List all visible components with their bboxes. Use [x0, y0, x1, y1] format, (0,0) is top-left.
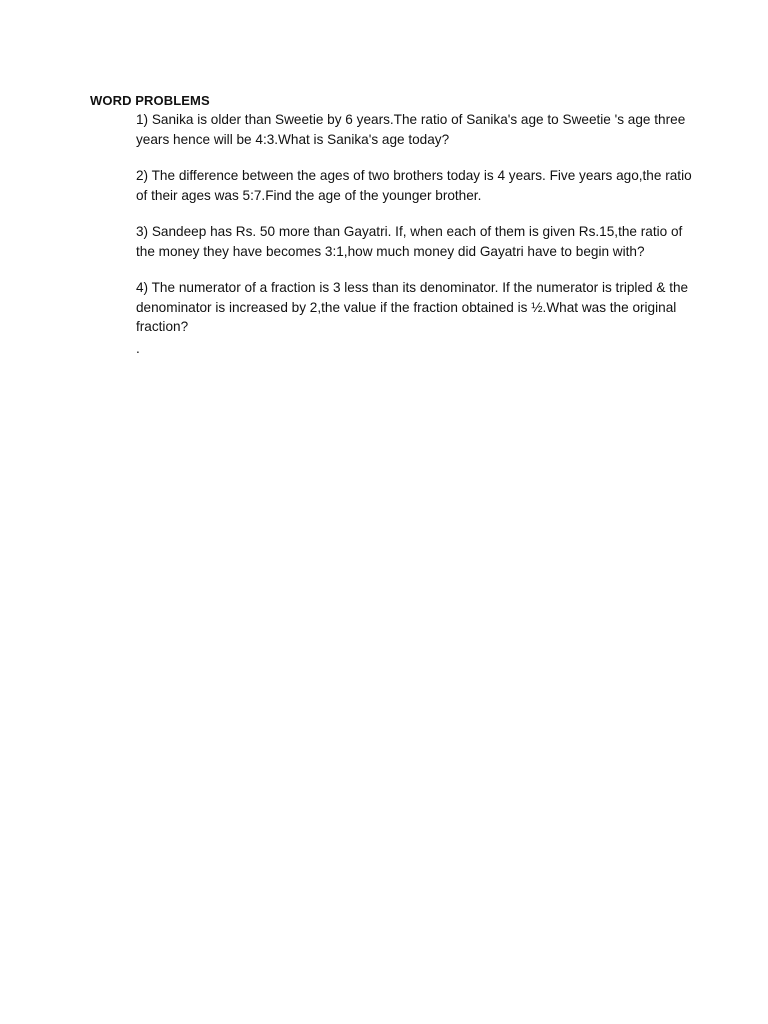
problem-item: 1) Sanika is older than Sweetie by 6 years.The ratio of Sanika's age to Sweetie 's age three years hence will be 4:3.What is Sanika's age today?: [136, 112, 686, 147]
problem-item: 2) The difference between the ages of two brothers today is 4 years. Five years ago,the ratio of their ages was 5:7.Find the age of the younger brother.: [136, 168, 692, 203]
trailing-mark: .: [136, 341, 140, 356]
problem-item: 4) The numerator of a fraction is 3 less than its denominator. If the numerator is tripled & the denominator is increased by 2,the value if the fraction obtained is ½.What was the original fraction?: [136, 280, 689, 334]
problem-list: [136, 110, 696, 354]
document-heading: WORD PROBLEMS: [90, 93, 210, 108]
problem-item: 3) Sandeep has Rs. 50 more than Gayatri. If, when each of them is given Rs.15,the ratio of the money they have becomes 3:1,how much money did Gayatri have to begin with?: [136, 224, 683, 259]
